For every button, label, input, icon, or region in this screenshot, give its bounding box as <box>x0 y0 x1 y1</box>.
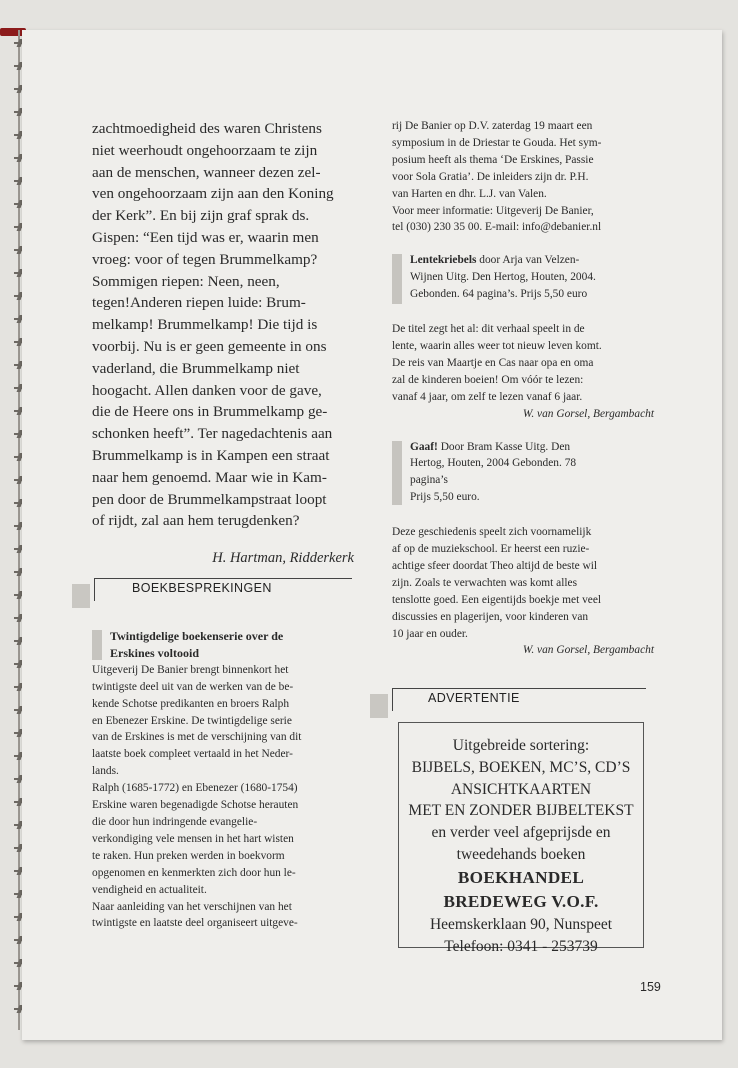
advert-line-3: ANSICHTKAARTEN <box>450 780 592 798</box>
text-line: pen door de Brummelkampstraat loopt <box>92 490 327 508</box>
advert-line-5: en verder veel afgeprijsde en <box>431 824 611 842</box>
book-title-lentekriebels: Lentekriebels <box>410 254 477 267</box>
book-lentekriebels-review <box>392 321 654 406</box>
text-line: te raken. Hun preken werden in boekvorm <box>92 849 285 862</box>
section-title: BOEKBESPREKINGEN <box>132 581 272 595</box>
text-line: voor Sola Gratia’. De inleiders zijn dr. P.H. <box>392 170 589 183</box>
text-line: Deze geschiedenis speelt zich voornamelijk <box>392 526 592 539</box>
page-number: 159 <box>640 980 661 994</box>
text-line: Prijs 5,50 euro. <box>410 491 480 504</box>
text-line: Hertog, Houten, 2004 Gebonden. 78 <box>410 457 577 470</box>
text-line: lands. <box>92 765 119 778</box>
text-line: niet weerhoudt ongehoorzaam te zijn <box>92 141 318 159</box>
text-line: vroeg: voor of tegen Brummelkamp? <box>92 250 318 268</box>
book-gaaf-info <box>392 439 654 507</box>
article-signature: H. Hartman, Ridderkerk <box>212 550 354 567</box>
text-line: twintigste deel uit van de werken van de be- <box>92 680 294 693</box>
text-line: kende Schotse predikanten en broers Ralph <box>92 697 290 710</box>
book-lentekriebels-info <box>392 252 654 303</box>
text-line: vaderland, die Brummelkamp niet <box>92 359 300 377</box>
review-title-box <box>92 628 354 662</box>
text-line: verkondiging vele mensen in het hart wisten <box>92 832 294 845</box>
text-line: af op de muziekschool. Er heerst een ruzie- <box>392 543 590 556</box>
text-line: zachtmoedigheid des waren Christens <box>92 120 322 137</box>
text-line: De titel zegt het al: dit verhaal speelt in de <box>392 323 585 336</box>
text-line: die de Heere ons in Brummelkamp ge- <box>92 403 328 421</box>
review-erskines <box>92 628 354 932</box>
book-title-gaaf: Gaaf! <box>410 440 438 453</box>
advertisement-box <box>398 722 644 955</box>
text-line: symposium in de Driestar te Gouda. Het sym- <box>392 136 602 149</box>
reviewer-1: W. van Gorsel, Bergambacht <box>522 407 654 420</box>
shop-phone: Telefoon: 0341 - 253739 <box>444 937 598 955</box>
text-line: aan de menschen, wanneer dezen zel- <box>92 163 321 181</box>
book-info-first-line: Door Bram Kasse Uitg. Den <box>437 440 571 453</box>
book-info-rest <box>410 455 654 506</box>
shop-address: Heemskerklaan 90, Nunspeet <box>429 915 613 933</box>
text-line: die door hun indringende evangelie- <box>92 815 258 828</box>
book-info-first-line: door Arja van Velzen- <box>476 254 580 267</box>
advert-line-6: tweedehands boeken <box>456 845 586 863</box>
text-line: voorbij. Nu is er geen gemeente in ons <box>92 337 327 355</box>
book-info-rest <box>410 269 654 303</box>
shop-name-line-2: BREDEWEG V.O.F. <box>443 891 599 911</box>
article-body <box>92 118 354 532</box>
text-line: vanaf 4 jaar, om zelf te lezen vanaf 6 jaar. <box>392 390 583 403</box>
right-column <box>392 118 654 659</box>
left-column <box>92 118 354 567</box>
advert-line-1: Uitgebreide sortering: <box>452 737 590 754</box>
text-line: Naar aanleiding van het verschijnen van het <box>92 900 292 913</box>
review-body <box>92 662 354 933</box>
text-line: Voor meer informatie: Uitgeverij De Banier, <box>392 204 594 217</box>
reviewer-2: W. van Gorsel, Bergambacht <box>522 644 654 657</box>
text-line: achtige sfeer doordat Theo altijd de beste wil <box>392 559 598 572</box>
section-header-advertentie <box>370 688 646 716</box>
text-line: laatste boek compleet vertaald in het Neder- <box>92 748 293 761</box>
text-line: Erskine waren begenadigde Schotse herauten <box>92 799 299 812</box>
text-line: tenslotte goed. Een eigentijds boekje met veel <box>392 593 602 606</box>
text-line: posium heeft als thema ‘De Erskines, Passie <box>392 153 594 166</box>
text-line: van de Erskines is met de verschijning van dit <box>92 731 302 744</box>
text-line: tel (030) 230 35 00. E-mail: info@debanier.nl <box>392 221 602 234</box>
book-gaaf-review <box>392 524 654 642</box>
shop-name-line-1: BOEKHANDEL <box>457 867 585 887</box>
text-line: Uitgeverij De Banier brengt binnenkort het <box>92 663 289 676</box>
text-line: lente, waarin alles weer tot nieuw leven komt. <box>392 339 602 352</box>
section-title: ADVERTENTIE <box>428 691 520 705</box>
text-line: vendigheid en actualiteit. <box>92 883 207 896</box>
text-line: pagina’s <box>410 474 448 487</box>
text-line: der Kerk”. En bij zijn graf sprak ds. <box>92 207 310 225</box>
section-header-boekbesprekingen <box>72 578 352 606</box>
text-line: Gebonden. 64 pagina’s. Prijs 5,50 euro <box>410 288 588 301</box>
text-line: naar hem genoemd. Maar wie in Kam- <box>92 468 327 486</box>
review-title-line-1: Twintigdelige boekenserie over de <box>110 629 284 643</box>
text-line: van Harten en dhr. L.J. van Valen. <box>392 187 547 200</box>
text-line: opgenomen en kenmerkten zich door hun le- <box>92 866 296 879</box>
text-line: zijn. Zoals te verwachten was komt alles <box>392 576 578 589</box>
text-line: Brummelkamp is in Kampen een straat <box>92 446 330 464</box>
text-line: Ralph (1685-1772) en Ebenezer (1680-1754) <box>92 782 298 795</box>
text-line: en Ebenezer Erskine. De twintigdelige serie <box>92 714 292 727</box>
review-title-line-2: Erskines voltooid <box>110 645 200 660</box>
text-line: Wijnen Uitg. Den Hertog, Houten, 2004. <box>410 271 596 284</box>
text-line: hoogacht. Allen danken voor de gave, <box>92 381 322 399</box>
advert-line-4: MET EN ZONDER BIJBELTEKST <box>408 802 634 820</box>
text-line: 10 jaar en ouder. <box>392 627 468 640</box>
text-line: De reis van Maartje en Cas naar opa en oma <box>392 356 594 369</box>
text-line: ven ongehoorzaam zijn aan den Koning <box>92 185 334 203</box>
text-line: Sommigen riepen: Neen, neen, <box>92 272 280 290</box>
text-line: of rijdt, zal aan hem terugdenken? <box>92 512 300 530</box>
text-line: zal de kinderen boeien! Om vóór te lezen: <box>392 373 584 386</box>
advert-line-2: BIJBELS, BOEKEN, MC’S, CD’S <box>411 758 631 776</box>
symposium-text <box>392 118 654 236</box>
text-line: tegen!Anderen riepen luide: Brum- <box>92 294 306 312</box>
text-line: schonken heeft”. Ter nagedachtenis aan <box>92 425 333 443</box>
text-line: discussies en plagerijen, voor kinderen van <box>392 610 589 623</box>
text-line: melkamp! Brummelkamp! Die tijd is <box>92 316 318 334</box>
text-line: twintigste en laatste deel organiseert uitgeve- <box>92 917 298 930</box>
text-line: Gispen: “Een tijd was er, waarin men <box>92 228 319 246</box>
text-line: rij De Banier op D.V. zaterdag 19 maart een <box>392 120 593 132</box>
